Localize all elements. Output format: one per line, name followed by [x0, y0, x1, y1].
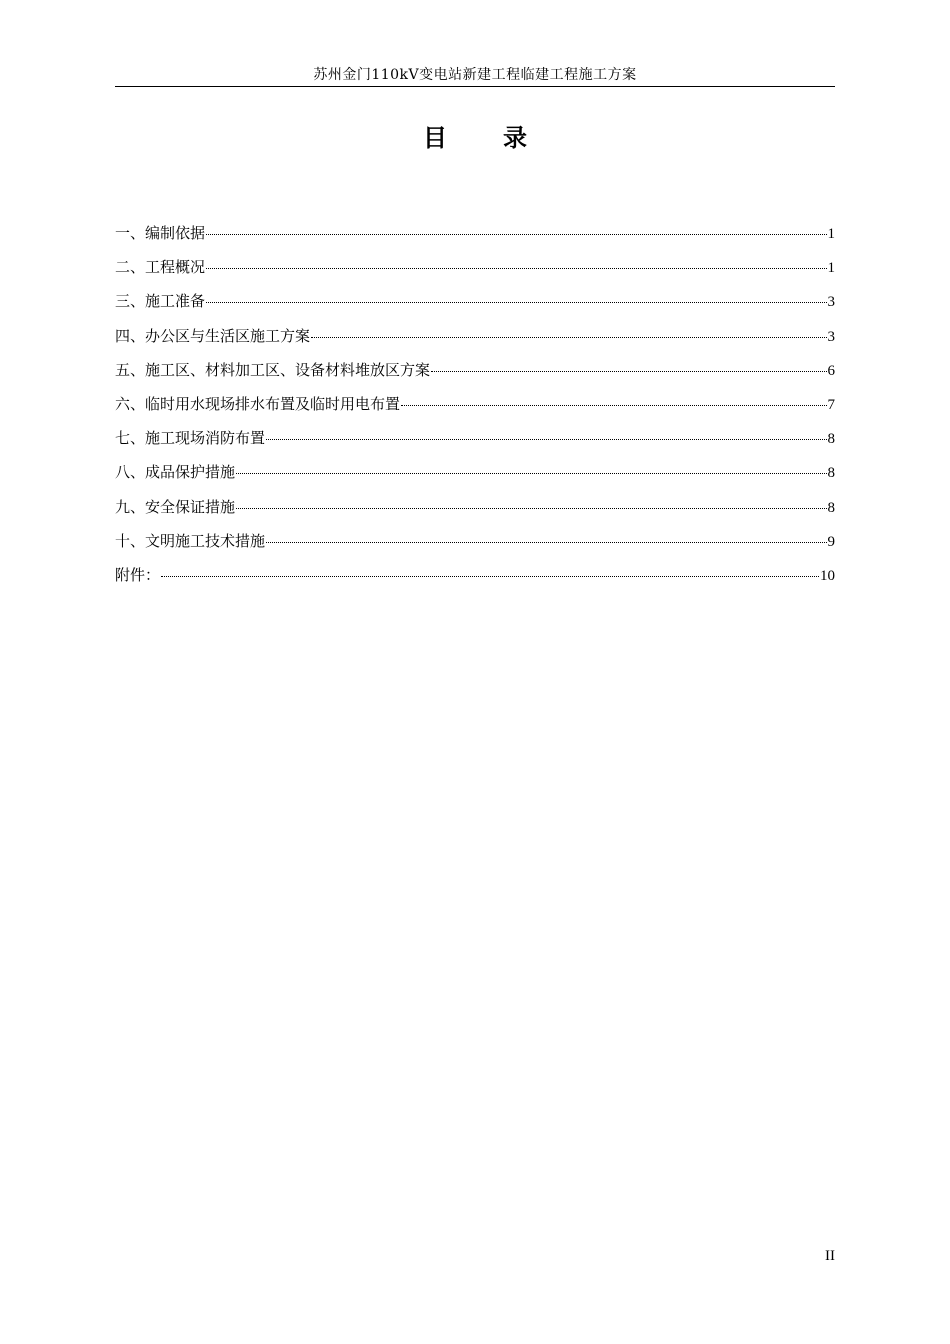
toc-dot-leader	[206, 268, 826, 269]
page-number: II	[825, 1248, 835, 1264]
toc-entry[interactable]	[115, 256, 835, 290]
toc-entry[interactable]	[115, 393, 835, 427]
toc-dot-leader	[161, 576, 819, 577]
toc-entry-page: 3	[827, 294, 835, 311]
toc-dot-leader	[266, 542, 826, 543]
toc-dot-leader	[236, 473, 826, 474]
toc-entry[interactable]	[115, 427, 835, 461]
toc-dot-leader	[266, 439, 826, 440]
toc-entry-page: 8	[827, 499, 835, 516]
toc-entry-page: 8	[827, 431, 835, 448]
toc-entry-label: 四、办公区与生活区施工方案	[115, 326, 311, 345]
toc-entry-label: 八、成品保护措施	[115, 463, 236, 482]
table-of-contents	[115, 222, 835, 598]
toc-entry-label: 二、工程概况	[115, 258, 206, 277]
toc-entry-label: 五、施工区、材料加工区、设备材料堆放区方案	[115, 360, 431, 379]
toc-dot-leader	[206, 302, 826, 303]
toc-entry[interactable]	[115, 325, 835, 359]
toc-entry[interactable]	[115, 496, 835, 530]
toc-entry-label: 附件：	[115, 565, 161, 584]
toc-entry-page: 9	[827, 533, 835, 550]
toc-dot-leader	[236, 508, 826, 509]
toc-dot-leader	[206, 234, 826, 235]
running-header: 苏州金门110kV变电站新建工程临建工程施工方案	[115, 64, 835, 87]
toc-entry-page: 3	[827, 328, 835, 345]
toc-dot-leader	[431, 371, 826, 372]
toc-entry[interactable]	[115, 222, 835, 256]
toc-entry-page: 10	[820, 567, 835, 584]
page-title: 目录	[423, 123, 583, 152]
toc-entry-page: 6	[827, 362, 835, 379]
toc-entry[interactable]	[115, 564, 835, 598]
toc-entry[interactable]	[115, 530, 835, 564]
toc-entry-label: 七、施工现场消防布置	[115, 429, 266, 448]
toc-entry-page: 7	[827, 396, 835, 413]
toc-entry-page: 8	[827, 465, 835, 482]
toc-entry-label: 三、施工准备	[115, 292, 206, 311]
toc-entry-label: 一、编制依据	[115, 224, 206, 242]
toc-entry-label: 九、安全保证措施	[115, 497, 236, 516]
toc-entry-label: 十、文明施工技术措施	[115, 531, 266, 550]
toc-dot-leader	[311, 337, 826, 338]
toc-entry[interactable]	[115, 359, 835, 393]
toc-entry-page: 1	[827, 226, 835, 242]
toc-dot-leader	[401, 405, 826, 406]
toc-entry-page: 1	[827, 260, 835, 277]
toc-entry-label: 六、临时用水现场排水布置及临时用电布置	[115, 394, 401, 413]
toc-entry[interactable]	[115, 461, 835, 495]
toc-entry[interactable]	[115, 290, 835, 324]
